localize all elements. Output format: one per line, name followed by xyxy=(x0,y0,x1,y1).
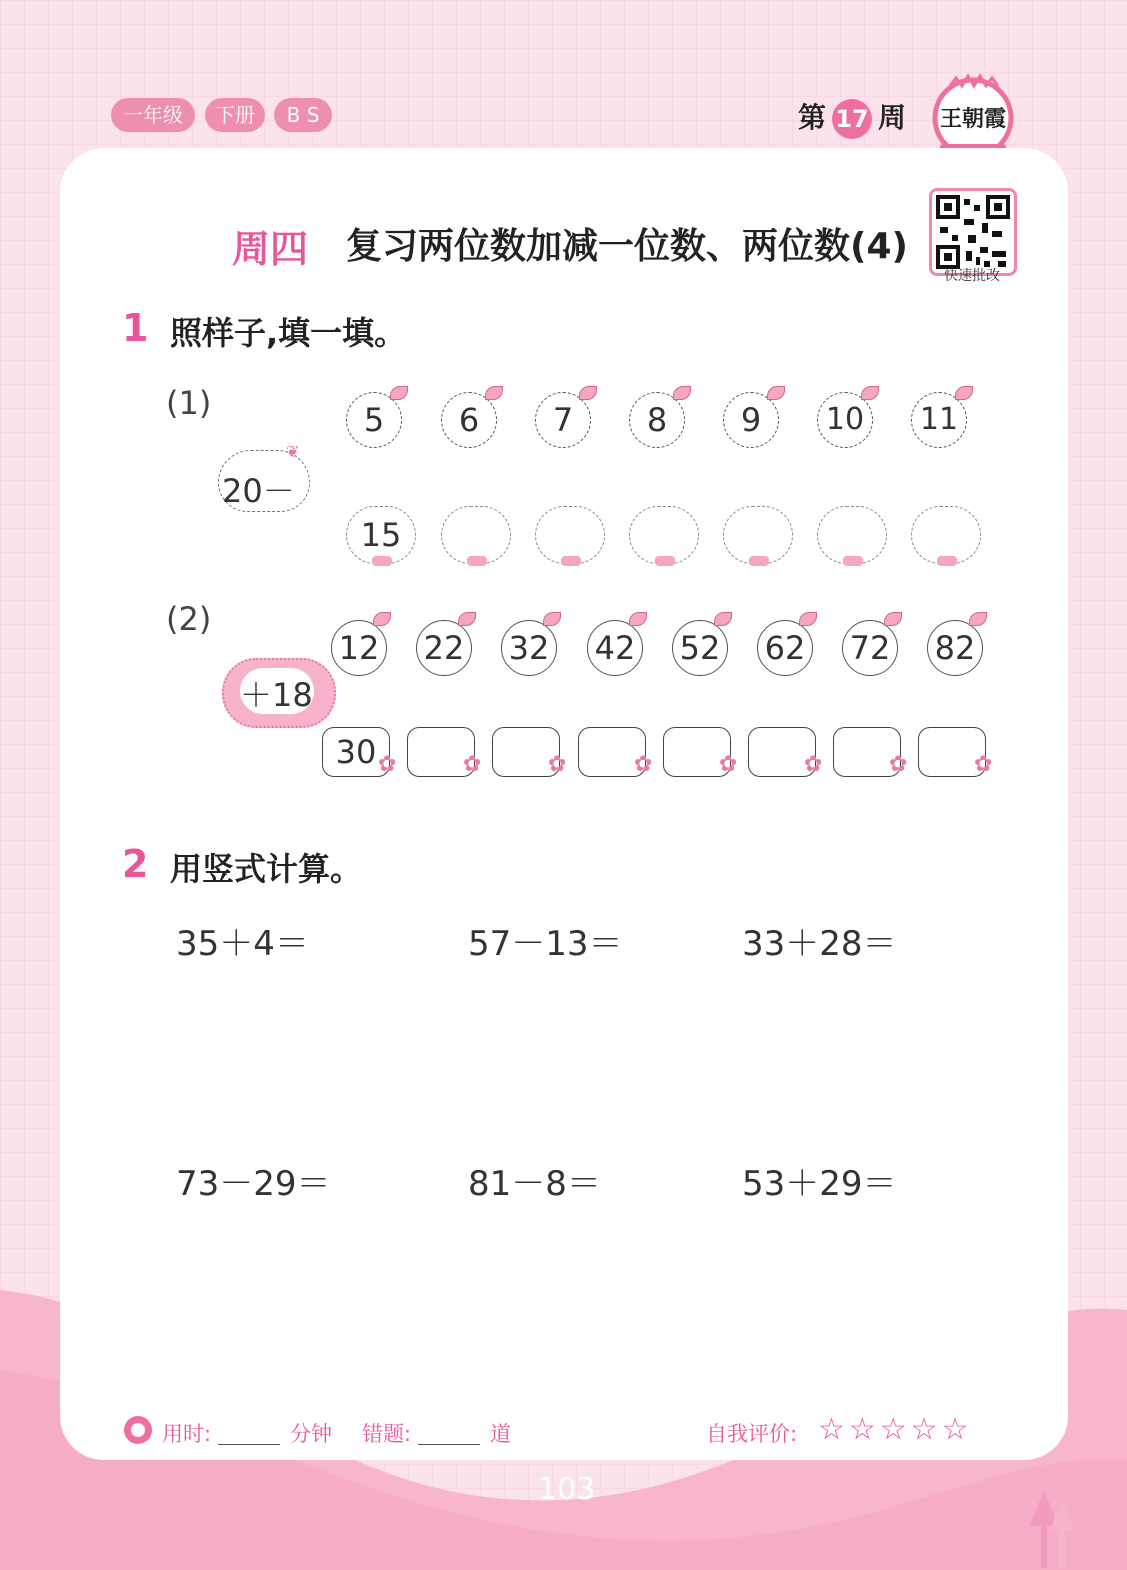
question-1-text: 照样子,填一填。 xyxy=(170,314,407,352)
input-circle: 9 xyxy=(723,392,779,448)
qr-code-icon xyxy=(932,191,1014,273)
error-label: 错题: xyxy=(362,1422,412,1446)
volume-tag: 下册 xyxy=(205,98,265,132)
operator-label-plus: ＋18 xyxy=(240,676,313,714)
time-input[interactable] xyxy=(218,1420,280,1445)
flower-icon: ✿ xyxy=(548,752,567,777)
flower-icon: ✿ xyxy=(804,752,823,777)
calc-problem: 35＋4＝ xyxy=(176,924,309,964)
answer-cloud[interactable]: 15 xyxy=(346,506,416,564)
input-circle: 8 xyxy=(629,392,685,448)
input-circle: 11 xyxy=(911,392,967,448)
arrow-decoration-icon xyxy=(1028,1490,1078,1568)
lesson-day: 周四 xyxy=(232,227,309,271)
input-circle: 32 xyxy=(501,620,557,676)
week-indicator xyxy=(798,96,906,139)
week-number-badge: 17 xyxy=(832,99,872,139)
error-unit: 道 xyxy=(490,1422,511,1446)
input-circle: 5 xyxy=(346,392,402,448)
input-circle: 12 xyxy=(331,620,387,676)
input-circle: 82 xyxy=(927,620,983,676)
question-2-text: 用竖式计算。 xyxy=(170,850,363,888)
week-prefix: 第 xyxy=(798,101,827,134)
qr-label: 快速批改 xyxy=(944,268,1000,284)
self-eval-stars[interactable]: ☆☆☆☆☆ xyxy=(818,1412,973,1447)
input-circle: 62 xyxy=(757,620,813,676)
input-circle: 52 xyxy=(672,620,728,676)
flower-icon: ✿ xyxy=(974,752,993,777)
minute-unit: 分钟 xyxy=(290,1422,332,1446)
calc-problem: 81－8＝ xyxy=(468,1164,601,1204)
part-2-label: (2) xyxy=(166,600,212,638)
butterfly-icon: ❦ xyxy=(286,442,300,461)
part-1-label: (1) xyxy=(166,384,212,422)
flower-icon: ✿ xyxy=(634,752,653,777)
operator-label-minus: 20－ xyxy=(222,472,295,510)
flower-icon: ✿ xyxy=(378,752,397,777)
input-circle: 10 xyxy=(817,392,873,448)
cloud-base-decoration xyxy=(655,556,675,566)
cloud-base-decoration xyxy=(561,556,581,566)
calc-problem: 57－13＝ xyxy=(468,924,623,964)
cloud-base-decoration xyxy=(749,556,769,566)
cloud-base-decoration xyxy=(467,556,487,566)
lesson-title: 复习两位数加减一位数、两位数(4) xyxy=(346,226,908,267)
stopwatch-icon xyxy=(124,1416,152,1444)
calc-problem: 53＋29＝ xyxy=(742,1164,897,1204)
time-label: 用时: xyxy=(162,1422,212,1446)
cloud-base-decoration xyxy=(372,556,392,566)
calc-problem: 33＋28＝ xyxy=(742,924,897,964)
answer-box[interactable]: 30 xyxy=(322,727,390,777)
flower-icon: ✿ xyxy=(463,752,482,777)
qr-code[interactable] xyxy=(929,188,1017,276)
question-1-number: 1 xyxy=(122,306,149,350)
error-count-input[interactable] xyxy=(418,1420,480,1445)
logo-text: 王朝霞 xyxy=(939,106,1006,132)
page-number: 103 xyxy=(538,1472,596,1507)
cloud-base-decoration xyxy=(843,556,863,566)
input-circle: 72 xyxy=(842,620,898,676)
question-2-number: 2 xyxy=(122,842,149,886)
self-eval-label: 自我评价: xyxy=(706,1422,798,1446)
week-suffix: 周 xyxy=(878,101,907,134)
input-circle: 7 xyxy=(535,392,591,448)
calc-problem: 73－29＝ xyxy=(176,1164,331,1204)
input-circle: 6 xyxy=(441,392,497,448)
flower-icon: ✿ xyxy=(889,752,908,777)
edition-tag: B S xyxy=(274,98,332,132)
flower-icon: ✿ xyxy=(719,752,738,777)
grade-tag: 一年级 xyxy=(111,98,195,132)
cloud-base-decoration xyxy=(937,556,957,566)
input-circle: 42 xyxy=(587,620,643,676)
input-circle: 22 xyxy=(416,620,472,676)
